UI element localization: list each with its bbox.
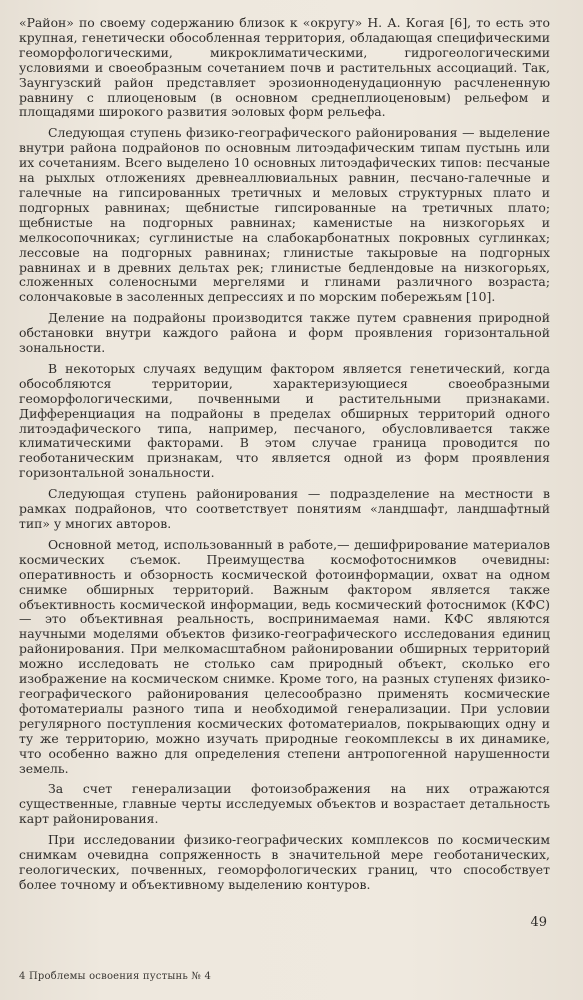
paragraph-generalization: За счет генерализации фотоизображения на них отражаются существенные, главные черты исследуемых объектов и возрастает детальность карт районирования. (19, 781, 550, 827)
paragraph-genetic-factor: В некоторых случаях ведущим фактором является генетический, когда обособляются территории, характеризующиеся своеобразными геоморфологическими, почвенными и растительными признаками. Дифференциация на подрайоны в пределах обширных территорий одного литоэдафического типа, например, песчаного, обусловливается также климатическими факторами. В этом случае граница проводится по геоботаническим признакам, что является одной из форм проявления горизонтальной зональности. (19, 360, 550, 481)
body-text (19, 16, 550, 893)
paragraph-rayon-definition: «Район» по своему содержанию близок к «округу» Н. А. Когая [6], то есть это крупная, генетически обособленная территория, обладающая специфическими геоморфологическими, микроклиматическими, гидрогеологическими условиями и своеобразным сочетанием почв и растительных ассоциаций. Так, Заунгузский район представляет эрозионноденудационную расчлененную равнину с плиоценовым (в основном среднеплиоценовым) рельефом и площадями широкого развития эоловых форм рельефа. (19, 15, 550, 120)
paragraph-space-imagery-method: Основной метод, использованный в работе,— дешифрирование материалов космических съемок. Преимущества космофотоснимков очевидны: оперативность и обзорность космической фотоинформации, охват на одном снимке обширных территорий. Важным фактором является также объективность космической информации, ведь космический фотоснимок (КФС) — это объективная реальность, воспринимаемая нами. КФС являются научными моделями объектов физико-географического исследования единиц районирования. При мелкомасштабном районировании обширных территорий можно исследовать не столько сам природный объект, сколько его изображение на космическом снимке. Кроме того, на разных ступенях физико-географического районирования целесообразно применять космические фотоматериалы разного типа и необходимой генерализации. При условии регулярного поступления космических фотоматериалов, покрывающих одну и ту же территорию, можно изучать природные геокомплексы в их динамике, что особенно важно для определения степени антропогенной нарушенности земель. (19, 536, 550, 776)
paragraph-localities: Следующая ступень районирования — подразделение на местности в рамках подрайонов, что соответствует понятиям «ландшафт, ландшафтный тип» у многих авторов. (19, 486, 550, 531)
page-number: 49 (530, 915, 547, 930)
page-footer (19, 915, 547, 982)
paragraph-subregion-division: Деление на подрайоны производится также путем сравнения природной обстановки внутри каждого района и форм проявления горизонтальной зональности. (19, 310, 550, 356)
printer-signature: 4 Проблемы освоения пустынь № 4 (19, 971, 212, 982)
paragraph-boundaries: При исследовании физико-географических комплексов по космическим снимкам очевидна сопряженность в значительной мере геоботанических, геологических, почвенных, геоморфологических границ, что способствует более точному и объективному выделению контуров. (19, 832, 550, 892)
paragraph-subregions-lithoedaphic: Следующая ступень физико-географического районирования — выделение внутри района подрайонов по основным литоэдафическим типам пустынь или их сочетаниям. Всего выделено 10 основных литоэдафических типов: песчаные на рыхлых отложениях древнеаллювиальных равнин, песчано-галечные и галечные на гипсированных третичных и меловых структурных плато и подгорных равнинах; щебнистые гипсированные на третичных плато; щебнистые на подгорных равнинах; каменистые на низкогорьях и мелкосопочниках; суглинистые на слабокарбонатных покровных суглинках; лессовые на подгорных равнинах; глинистые такыровые на подгорных равнинах и в древних дельтах рек; глинистые бедлендовые на низкогорьях, сложенных соленосными мергелями и глинами различного возраста; солончаковые в засоленных депрессиях и по морским побережьям [10]. (19, 125, 550, 305)
